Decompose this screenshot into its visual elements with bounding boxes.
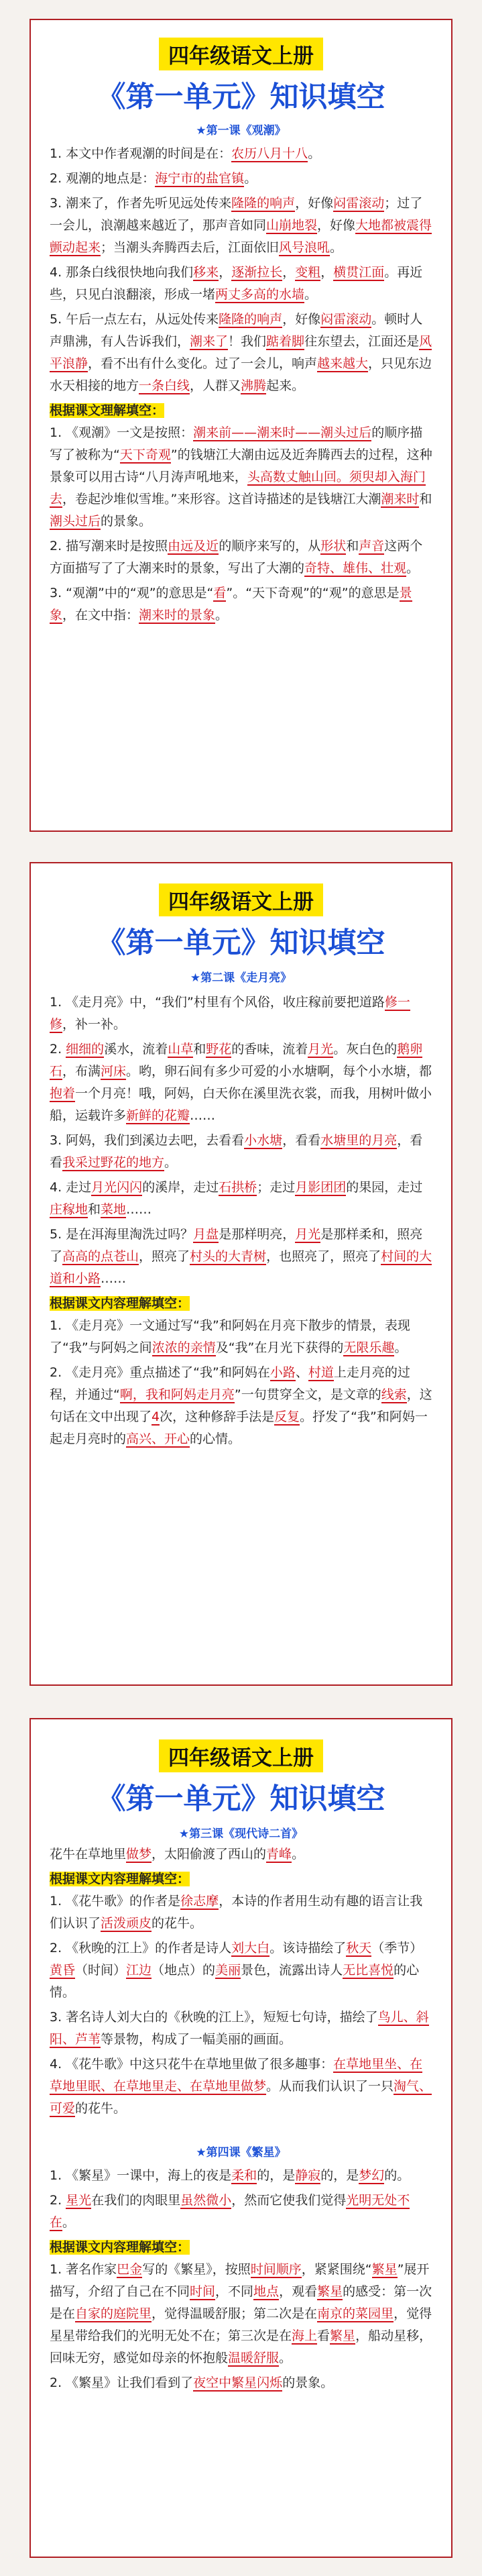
answer-text: 天下奇观 <box>119 447 171 462</box>
paragraph <box>50 193 432 259</box>
lesson-title: ★第二课《走月亮》 <box>190 971 292 985</box>
answer-text: 刘大白 <box>231 1941 270 1955</box>
text-run: ”。“天下奇观”的“观”的意思是 <box>226 586 400 600</box>
text-run: ，好像 <box>317 218 356 233</box>
answer-text: 由远及近 <box>168 539 219 553</box>
questions <box>50 1315 432 1450</box>
text-run: 5. 午后一点左右，从远处传来 <box>50 312 219 327</box>
text-run: ，卷起沙堆似雪堆。”来形容。这首诗描述的是钱塘江大潮 <box>62 492 381 506</box>
answer-text: 梦幻 <box>359 2168 385 2183</box>
text-run: 4. 《花牛歌》中这只花牛在草地里做了很多趣事： <box>50 2057 334 2072</box>
paragraph <box>50 143 432 165</box>
answer-text: 小路 <box>269 1365 296 1380</box>
text-run: 次，这种修辞手法是 <box>160 1409 275 1424</box>
text-run: ，看不出有什么变化。过了一会儿，响声 <box>88 356 318 371</box>
paragraph <box>50 1890 432 1935</box>
answer-text: 山草 <box>168 1042 194 1057</box>
text-run: 。 <box>330 240 343 255</box>
answer-text: 踮着脚 <box>266 334 305 349</box>
text-run: 2. <box>50 2193 66 2208</box>
answer-text: 江边 <box>126 1963 152 1978</box>
paragraph <box>50 1177 432 1221</box>
answer-text: 海上 <box>292 2328 318 2343</box>
answer-text: 潮来前——潮来时——潮头过后 <box>193 425 372 440</box>
text-run: ，船动星移，回味无穷，感觉如母亲的怀抱般 <box>50 2328 432 2365</box>
text-run: 3. 潮来了，作者先听见远处传来 <box>50 196 232 211</box>
answer-text: 变粗 <box>295 265 321 280</box>
answer-text: 无限乐趣 <box>343 1340 395 1355</box>
paragraphs <box>50 143 432 397</box>
text-run: 的顺序描写了被称为“ <box>50 425 423 462</box>
text-run: 溪水，流着 <box>104 1042 168 1057</box>
answer-text: 浓浓的亲情 <box>152 1340 216 1355</box>
answer-text: 时间顺序 <box>250 2262 302 2277</box>
answer-text: 横贯江面 <box>333 265 385 280</box>
paragraph <box>50 991 432 1036</box>
unit-title: 《第一单元》知识填空 <box>97 926 385 960</box>
section-heading <box>50 2237 432 2259</box>
text-run: ， <box>320 265 334 280</box>
paragraph <box>50 2165 432 2187</box>
text-run: 。 <box>164 1155 178 1170</box>
text-run: 2. <box>50 1042 66 1057</box>
text-run: 的感受：第一次是在 <box>50 2284 432 2321</box>
text-run: 是那样明亮， <box>219 1227 296 1242</box>
answer-text: 隆隆的响声 <box>231 196 296 211</box>
text-run: 看 <box>317 2328 330 2343</box>
answer-text: 小水塘 <box>244 1133 283 1148</box>
text-run: 。 <box>394 1340 408 1355</box>
answer-text: 声音 <box>359 539 385 553</box>
text-run: ，只见东边水天相接的地方 <box>50 356 432 393</box>
text-run: 。灰白色的 <box>333 1042 398 1057</box>
text-run: ，补一补。 <box>62 1017 127 1032</box>
text-run: 及“我”在月光下获得的 <box>215 1340 344 1355</box>
answer-text: 一条白线 <box>139 378 190 393</box>
answer-text: 潮来了 <box>190 334 229 349</box>
answer-text: 活泼顽皮 <box>101 1916 152 1931</box>
card-lesson-3-4 <box>29 1718 453 2558</box>
text-run: 上走月亮的过程，并通过“ <box>50 1365 410 1402</box>
text-run: 。 <box>244 171 257 186</box>
answer-text: 菜地 <box>101 1202 127 1217</box>
paragraph <box>50 1362 432 1450</box>
text-run: ，觉得星星带给我们的光明无处不在；第三次是在 <box>50 2306 432 2343</box>
answer-text: 鹅卵石 <box>50 1042 423 1079</box>
text-run: 。 <box>406 561 420 576</box>
answer-text: 繁星 <box>317 2284 343 2299</box>
text-run: 。 <box>292 1847 305 1862</box>
text-run: 和 <box>346 539 359 553</box>
lesson-title: ★第四课《繁星》 <box>196 2146 286 2159</box>
answer-text: 月光 <box>295 1227 321 1242</box>
text-run: 往东望去，江面还是 <box>304 334 420 349</box>
answer-text: 闷雷滚动 <box>320 312 372 327</box>
card-header <box>50 1719 432 1817</box>
answer-text: 风号浪吼 <box>279 240 330 255</box>
text-run: ，照亮了 <box>139 1249 190 1264</box>
text-run: 1. 《繁星》一课中，海上的夜是 <box>50 2168 232 2183</box>
answer-text: 自家的庭院里 <box>75 2306 152 2321</box>
unit-title: 《第一单元》知识填空 <box>97 80 385 114</box>
answer-text: 头高数丈触山回。须臾却入海门去 <box>50 470 426 506</box>
section-label: 根据课文理解填空： <box>50 403 165 418</box>
grade-badge: 四年级语文上册 <box>159 1739 323 1772</box>
text-run: 。哟，卵石间有多少可爱的小水塘啊，每个小水塘，都 <box>126 1064 432 1079</box>
text-run: 1. 《观潮》一文是按照： <box>50 425 194 440</box>
paragraph <box>50 1315 432 1359</box>
text-run: 一个月亮！哦，阿妈，白天你在溪里洗衣裳，而我，用树叶做小船，运载许多 <box>50 1086 432 1123</box>
answer-text: 细细的 <box>66 1042 105 1057</box>
questions <box>50 1890 432 2120</box>
answer-text: 虽然微小 <box>180 2193 232 2208</box>
text-run: 起来。 <box>266 378 305 393</box>
text-run: ，不同 <box>215 2284 254 2299</box>
paragraph <box>50 262 432 306</box>
answer-text: 淘气、可爱 <box>50 2079 432 2116</box>
questions <box>50 2259 432 2394</box>
paragraph <box>50 1130 432 1174</box>
answer-text: 农历八月十八 <box>231 146 308 161</box>
card-lesson-2 <box>29 862 453 1686</box>
text-run: 的，是 <box>320 2168 359 2183</box>
answer-text: 两丈多高的水墙 <box>215 287 305 302</box>
answer-text: 月光闪闪 <box>91 1180 143 1195</box>
text-run: （地点）的 <box>152 1963 216 1978</box>
text-run: ，人群又 <box>190 378 241 393</box>
answer-text: 鸟儿、斜阳、芦苇 <box>50 2010 429 2047</box>
text-run: 。 <box>279 2351 292 2365</box>
text-run: 1. 《走月亮》中，“我们”村里有个风俗，收庄稼前要把道路 <box>50 995 385 1010</box>
text-run: 的，是 <box>257 2168 296 2183</box>
text-run: 的顺序来写的，从 <box>219 539 321 553</box>
paragraph <box>50 582 432 627</box>
paragraph <box>50 1843 432 1866</box>
text-run: ， <box>219 265 232 280</box>
answer-text: 逐渐拉长 <box>231 265 283 280</box>
answer-text: 移来 <box>193 265 219 280</box>
text-run: 的果园，走过 <box>346 1180 423 1195</box>
answer-text: 野花 <box>206 1042 232 1057</box>
grade-badge: 四年级语文上册 <box>159 38 323 70</box>
answer-text: 村头的大青树 <box>190 1249 267 1264</box>
text-run: 花牛在草地里 <box>50 1847 127 1862</box>
text-run: ，紧紧围绕“ <box>301 2262 372 2277</box>
answer-text: 繁星 <box>371 2262 398 2277</box>
answer-text: 徐志摩 <box>180 1894 219 1909</box>
answer-text: 无比喜悦 <box>343 1963 394 1978</box>
intro <box>50 1843 432 1866</box>
paragraph <box>50 2372 432 2394</box>
text-run: （时间） <box>75 1963 127 1978</box>
answer-text: 月光 <box>308 1042 334 1057</box>
answer-text: 潮来时 <box>381 492 420 506</box>
text-run: 3. 阿妈，我们到溪边去吧，去看看 <box>50 1133 245 1148</box>
answer-text: 村间的大道和小路 <box>50 1249 432 1286</box>
answer-text: 石拱桥 <box>219 1180 257 1195</box>
text-run: 的溪岸，走过 <box>142 1180 219 1195</box>
text-run: 1. 本文中作者观潮的时间是在： <box>50 146 232 161</box>
section-label: 根据课文内容理解填空： <box>50 2240 190 2255</box>
paragraph <box>50 1038 432 1127</box>
section-heading <box>50 1868 432 1890</box>
text-run: ， <box>282 265 296 280</box>
grade-badge: 四年级语文上册 <box>159 883 323 916</box>
answer-text: 潮来时的景象 <box>139 608 216 623</box>
text-run: ；当潮头奔腾西去后，江面依旧 <box>101 240 280 255</box>
section-label: 根据课文内容理解填空： <box>50 1872 190 1886</box>
answer-text: 时间 <box>190 2284 216 2299</box>
text-run: ，看看 <box>50 1133 423 1170</box>
answer-text: 河床 <box>101 1064 127 1079</box>
answer-text: 夜空中繁星闪烁 <box>193 2375 283 2390</box>
answer-text: 海宁市的盐官镇 <box>155 171 245 186</box>
answer-text: 水塘里的月亮 <box>320 1133 398 1148</box>
answer-text: 巴金 <box>117 2262 143 2277</box>
lesson-title: ★第三课《现代诗二首》 <box>178 1827 304 1841</box>
answer-text: 南京的菜园里 <box>317 2306 394 2321</box>
card-header <box>50 20 432 115</box>
answer-text: 隆隆的响声 <box>219 312 283 327</box>
paragraph <box>50 1937 432 2004</box>
answer-text: 修一修 <box>50 995 410 1032</box>
questions <box>50 422 432 627</box>
text-run: ，看看 <box>282 1133 321 1148</box>
text-run: 3. “观潮”中的“观”的意思是“ <box>50 586 214 600</box>
answer-text: 静寂 <box>295 2168 321 2183</box>
text-run: 。该诗描绘了 <box>269 1941 347 1955</box>
paragraph <box>50 2259 432 2369</box>
text-run: 。 <box>304 287 318 302</box>
text-run: 和 <box>88 1202 101 1217</box>
paragraph <box>50 422 432 533</box>
text-run: ，布满 <box>62 1064 101 1079</box>
paragraph <box>50 309 432 397</box>
text-run: 在我们的肉眼里 <box>91 2193 181 2208</box>
answer-text: 新鲜的花瓣 <box>126 1108 190 1123</box>
answer-text: 风平浪静 <box>50 334 432 371</box>
paragraph <box>50 2053 432 2120</box>
text-run: 的心情。 <box>190 1432 241 1446</box>
paragraph <box>50 2006 432 2051</box>
answer-text: 做梦 <box>126 1847 152 1862</box>
text-run: 1. 著名作家 <box>50 2262 117 2277</box>
answer-text: 景象 <box>50 586 412 623</box>
text-run: ”一句贯穿全文，是文章的 <box>234 1387 381 1402</box>
answer-text: 线索 <box>381 1387 407 1402</box>
text-run: 。抒发了“我”和阿妈一起走月亮时的 <box>50 1409 428 1446</box>
text-run: 的景象。 <box>282 2375 334 2390</box>
section-heading <box>50 400 432 422</box>
answer-text: 我采过野花的地方 <box>62 1155 165 1170</box>
text-run: 。 <box>62 2215 76 2230</box>
text-run: 1. 《走月亮》一文通过写“我”和阿妈在月亮下散步的情景，表现了“我”与阿妈之间 <box>50 1318 410 1355</box>
lesson-title: ★第一课《观潮》 <box>196 124 286 138</box>
card-header <box>50 863 432 961</box>
paragraph <box>50 535 432 580</box>
answer-text: 在草地里坐、在草地里眠、在草地里走、在草地里做梦 <box>50 2057 423 2094</box>
answer-text: 温暖舒服 <box>228 2351 280 2365</box>
answer-text: 奇特、雄伟、壮观 <box>304 561 407 576</box>
answer-text: 4 <box>152 1409 160 1424</box>
answer-text: 闷雷滚动 <box>333 196 385 211</box>
text-run: ；过了一会儿，浪潮越来越近了，那声音如同 <box>50 196 423 233</box>
text-run: 和 <box>419 492 432 506</box>
text-run: ，本诗的作者用生动有趣的语言让我们认识了 <box>50 1894 423 1931</box>
answer-text: 黄昏 <box>50 1963 76 1978</box>
answer-text: 高高的点苍山 <box>62 1249 139 1264</box>
text-run: 2. 《走月亮》重点描述了“我”和阿妈在 <box>50 1365 270 1380</box>
paragraph <box>50 168 432 190</box>
text-run: 。 <box>215 608 229 623</box>
text-run: 2. 《秋晚的江上》的作者是诗人 <box>50 1941 232 1955</box>
answer-text: 高兴、开心 <box>126 1432 190 1446</box>
answer-text: 青峰 <box>266 1847 292 1862</box>
answer-text: 山崩地裂 <box>266 218 318 233</box>
text-run: 这两个方面描写了了大潮来时的景象，写出了大潮的 <box>50 539 423 576</box>
text-run: ，然而它使我们觉得 <box>231 2193 347 2208</box>
answer-text: 看 <box>213 586 227 600</box>
answer-text: 潮头过后 <box>50 514 101 529</box>
text-run: ，太阳偷渡了西山的 <box>152 1847 267 1862</box>
text-run: ，好像 <box>282 312 321 327</box>
answer-text: 大地都被震得颤动起来 <box>50 218 432 255</box>
answer-text: 柔和 <box>231 2168 257 2183</box>
text-run: …… <box>126 1202 152 1217</box>
answer-text: 抱着 <box>50 1086 76 1101</box>
text-run: …… <box>101 1271 127 1286</box>
text-run: ，觉得温暖舒服；第二次是在 <box>152 2306 318 2321</box>
text-run: 2. 观潮的地点是： <box>50 171 156 186</box>
section-heading <box>50 1293 432 1315</box>
text-run: 。 <box>308 146 321 161</box>
text-run: ，在文中指： <box>62 608 139 623</box>
text-run: 2. 描写潮来时是按照 <box>50 539 168 553</box>
section-label: 根据课文内容理解填空： <box>50 1296 190 1311</box>
text-run: 。顿时人声鼎沸，有人告诉我们， <box>50 312 423 349</box>
answer-text: 啊，我和阿妈走月亮 <box>119 1387 235 1402</box>
text-run: 3. 著名诗人刘大白的《秋晚的江上》，短短七句诗，描绘了 <box>50 2010 378 2025</box>
answer-text: 光明无处不在 <box>50 2193 410 2230</box>
answer-text: 秋天 <box>346 1941 372 1955</box>
answer-text: 沸腾 <box>241 378 267 393</box>
text-run: 等景物，构成了一幅美丽的画面。 <box>101 2032 292 2047</box>
paragraph <box>50 1224 432 1290</box>
text-run: 5. 是在洱海里淘洗过吗？ <box>50 1227 194 1242</box>
text-run: 。再近些，只见白浪翻滚，形成一堵 <box>50 265 423 302</box>
answer-text: 形状 <box>320 539 347 553</box>
text-run: 的香味，流着 <box>231 1042 308 1057</box>
card-lesson-1 <box>29 19 453 832</box>
text-run: 的心情。 <box>50 1963 420 2000</box>
text-run: 的花牛。 <box>152 1916 203 1931</box>
text-run: 和 <box>193 1042 206 1057</box>
answer-text: 庄稼地 <box>50 1202 88 1217</box>
answer-text: 星光 <box>66 2193 92 2208</box>
answer-text: 繁星 <box>330 2328 356 2343</box>
text-run: 景色，流露出诗人 <box>241 1963 343 1978</box>
answer-text: 越来越大 <box>317 356 369 371</box>
text-run: ，观看 <box>279 2284 318 2299</box>
paragraphs <box>50 991 432 1290</box>
text-run: （季节） <box>371 1941 423 1955</box>
text-run: 4. 那条白线很快地向我们 <box>50 265 194 280</box>
text-run: 的。 <box>384 2168 410 2183</box>
text-run: …… <box>190 1108 216 1123</box>
text-run: 、 <box>295 1365 308 1380</box>
answer-text: 反复 <box>274 1409 300 1424</box>
text-run: ！我们 <box>228 334 267 349</box>
answer-text: 月盘 <box>193 1227 219 1242</box>
text-run: 1. 《花牛歌》的作者是 <box>50 1894 181 1909</box>
text-run: 4. 走过 <box>50 1180 92 1195</box>
text-run: ，也照亮了，照亮了 <box>266 1249 381 1264</box>
paragraph <box>50 2190 432 2234</box>
text-run: ，这句话在文中出现了 <box>50 1387 432 1424</box>
text-run: ，好像 <box>295 196 334 211</box>
answer-text: 月影团团 <box>295 1180 347 1195</box>
text-run: 写的《繁星》，按照 <box>142 2262 251 2277</box>
text-run: 的景象。 <box>101 514 152 529</box>
answer-text: 村道 <box>308 1365 334 1380</box>
text-run: 2. 《繁星》让我们看到了 <box>50 2375 194 2390</box>
text-run: 的花牛。 <box>75 2101 127 2116</box>
text-run: ”的钱塘江大潮由远及近奔腾西去的过程，这种景象可以用古诗“八月涛声吼地来， <box>50 447 432 484</box>
text-run: 是那样柔和，照亮了 <box>50 1227 423 1264</box>
text-run: 。从而我们认识了一只 <box>266 2079 394 2094</box>
paragraphs <box>50 2165 432 2234</box>
answer-text: 美丽 <box>215 1963 241 1978</box>
unit-title: 《第一单元》知识填空 <box>97 1782 385 1816</box>
answer-text: 地点 <box>253 2284 280 2299</box>
text-run: ”展开描写，介绍了自己在不同 <box>50 2262 430 2299</box>
text-run: ；走过 <box>257 1180 296 1195</box>
